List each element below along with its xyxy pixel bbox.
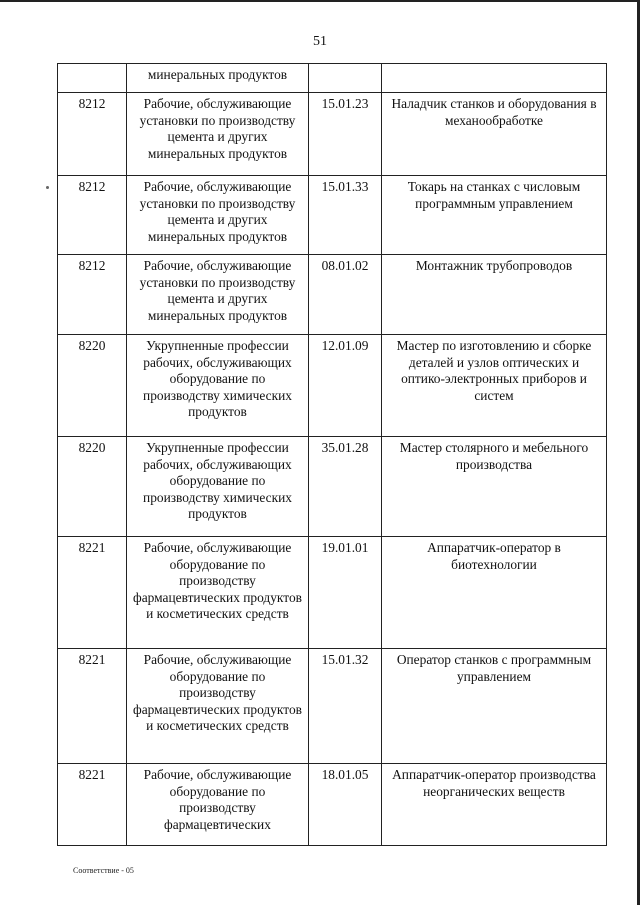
cell-profession: Аппаратчик-оператор производства неорганических веществ (382, 764, 607, 846)
cell-profession: Наладчик станков и оборудования в механообработке (382, 93, 607, 176)
cell-group: Укрупненные профессии рабочих, обслуживающих оборудование по производству химических продуктов (127, 437, 309, 537)
table-row (58, 437, 607, 537)
cell-okz: 35.01.28 (309, 437, 382, 537)
cell-okz: 15.01.33 (309, 176, 382, 255)
cell-code: 8221 (58, 649, 127, 764)
cell-profession: Оператор станков с программным управлением (382, 649, 607, 764)
scan-speck (46, 186, 49, 189)
cell-code: 8212 (58, 255, 127, 335)
cell-code: 8212 (58, 176, 127, 255)
table-row (58, 537, 607, 649)
table-row (58, 93, 607, 176)
cell-group: Укрупненные профессии рабочих, обслуживающих оборудование по производству химических продуктов (127, 335, 309, 437)
cell-code (58, 64, 127, 93)
cell-profession: Токарь на станках с числовым программным управлением (382, 176, 607, 255)
cell-profession: Аппаратчик-оператор в биотехнологии (382, 537, 607, 649)
cell-okz: 19.01.01 (309, 537, 382, 649)
cell-okz: 15.01.23 (309, 93, 382, 176)
cell-profession: Мастер столярного и мебельного производства (382, 437, 607, 537)
cell-okz (309, 64, 382, 93)
cell-group: минеральных продуктов (127, 64, 309, 93)
scan-top-edge (0, 0, 640, 2)
cell-group: Рабочие, обслуживающие оборудование по производству фармацевтических продуктов и косметических средств (127, 537, 309, 649)
cell-group: Рабочие, обслуживающие установки по производству цемента и других минеральных продуктов (127, 255, 309, 335)
cell-code: 8221 (58, 764, 127, 846)
footer-note: Соответствие - 05 (73, 866, 134, 875)
cell-code: 8220 (58, 335, 127, 437)
page-number: 51 (313, 34, 327, 49)
cell-okz: 18.01.05 (309, 764, 382, 846)
cell-okz: 08.01.02 (309, 255, 382, 335)
cell-code: 8220 (58, 437, 127, 537)
table-row (58, 335, 607, 437)
table-row (58, 649, 607, 764)
cell-code: 8221 (58, 537, 127, 649)
table-row (58, 255, 607, 335)
professions-table (57, 63, 607, 846)
cell-profession (382, 64, 607, 93)
table-row (58, 764, 607, 846)
table-row (58, 64, 607, 93)
cell-group: Рабочие, обслуживающие оборудование по производству фармацевтических (127, 764, 309, 846)
cell-okz: 12.01.09 (309, 335, 382, 437)
table-row (58, 176, 607, 255)
cell-profession: Монтажник трубопроводов (382, 255, 607, 335)
cell-code: 8212 (58, 93, 127, 176)
cell-group: Рабочие, обслуживающие установки по производству цемента и других минеральных продуктов (127, 93, 309, 176)
cell-okz: 15.01.32 (309, 649, 382, 764)
cell-group: Рабочие, обслуживающие установки по производству цемента и других минеральных продуктов (127, 176, 309, 255)
cell-group: Рабочие, обслуживающие оборудование по производству фармацевтических продуктов и косметических средств (127, 649, 309, 764)
cell-profession: Мастер по изготовлению и сборке деталей и узлов оптических и оптико-электронных приборов и систем (382, 335, 607, 437)
